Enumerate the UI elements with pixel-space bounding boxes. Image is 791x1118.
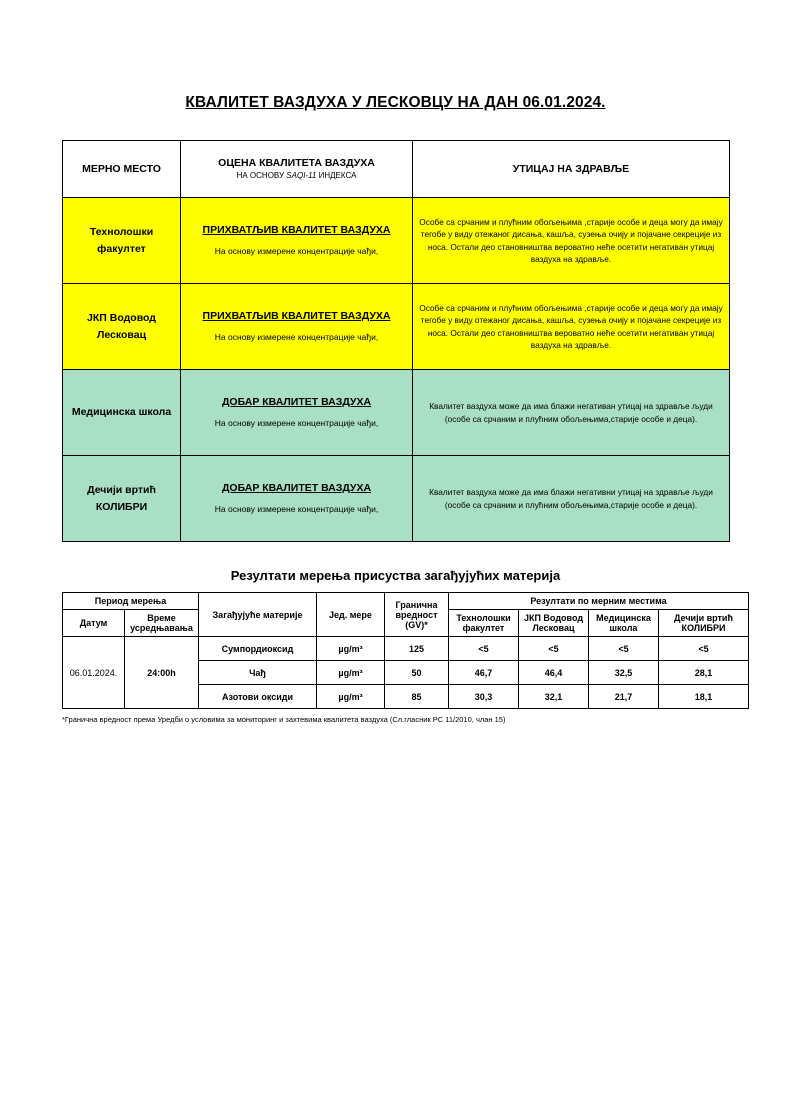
measurement-results-table — [62, 592, 749, 709]
value-place-3: 21,7 — [589, 685, 659, 709]
table-row — [63, 456, 730, 542]
rating-subtext: На основу измерене концентрације чађи, — [214, 332, 379, 342]
page-title: КВАЛИТЕТ ВАЗДУХА У ЛЕСКОВЦУ НА ДАН 06.01.2024. — [185, 94, 606, 111]
limit-value: 50 — [385, 661, 449, 685]
measurement-time: 24:00h — [125, 637, 199, 709]
header-limit-value: Гранична вредност (GV)* — [385, 593, 449, 637]
header-rating-line2-pre: НА ОСНОВУ — [236, 171, 287, 180]
header-rating-line2-post: ИНДЕКСА — [316, 171, 357, 180]
health-impact-text: Особе са срчаним и плућним обољењима ,старије особе и деца могу да имају тегобе у виду отежаног дисања, кашља, сузења очију и појачане секреције из носа. Остали део становништва вероватно неће осетити негативан утицај ваздуха на здравље. — [413, 198, 730, 284]
value-place-4: <5 — [659, 637, 749, 661]
limit-value: 125 — [385, 637, 449, 661]
health-impact-text: Квалитет ваздуха може да има блажи негативан утицај на здравље људи (особе са срчаним и плућним обољењима,старије особе и деца). — [413, 370, 730, 456]
rating-title: ДОБАР КВАЛИТЕТ ВАЗДУХА — [221, 396, 372, 409]
header-rating-index: SAQI-11 — [286, 171, 317, 180]
rating-title: ПРИХВАТЉИВ КВАЛИТЕТ ВАЗДУХА — [202, 224, 391, 237]
table-row — [63, 637, 749, 661]
header-unit: Јед. мере — [317, 593, 385, 637]
header-rating-line1: ОЦЕНА КВАЛИТЕТА ВАЗДУХА — [218, 157, 375, 169]
header-date: Датум — [63, 610, 125, 637]
place-name: ЈКП Водовод Лесковац — [63, 284, 181, 370]
rating-cell — [181, 198, 413, 284]
header-time: Време усредњавања — [125, 610, 199, 637]
footnote: *Гранична вредност према Уредби о условима за мониторинг и захтевима квалитета ваздуха (Сл.гласник РС 11/2010, члан 15) — [62, 715, 506, 724]
table-row — [63, 370, 730, 456]
place-name: Медицинска школа — [63, 370, 181, 456]
header-air-quality-rating — [181, 141, 413, 198]
value-place-3: 32,5 — [589, 661, 659, 685]
header-substance: Загађујуће материје — [199, 593, 317, 637]
header-measuring-place: МЕРНО МЕСТО — [63, 141, 181, 198]
document-page — [0, 94, 791, 1118]
limit-value: 85 — [385, 685, 449, 709]
substance-name: Чађ — [199, 661, 317, 685]
value-place-2: 32,1 — [519, 685, 589, 709]
value-place-4: 28,1 — [659, 661, 749, 685]
rating-cell — [181, 284, 413, 370]
air-quality-table — [62, 140, 730, 542]
header-place-3: Медицинска школа — [589, 610, 659, 637]
value-place-3: <5 — [589, 637, 659, 661]
substance-unit: µg/m³ — [317, 661, 385, 685]
value-place-4: 18,1 — [659, 685, 749, 709]
header-place-2: ЈКП Водовод Лесковац — [519, 610, 589, 637]
substance-unit: µg/m³ — [317, 637, 385, 661]
header-health-impact: УТИЦАЈ НА ЗДРАВЉЕ — [413, 141, 730, 198]
rating-title: ДОБАР КВАЛИТЕТ ВАЗДУХА — [221, 482, 372, 495]
table-header-row — [63, 141, 730, 198]
place-name: Технолошки факултет — [63, 198, 181, 284]
rating-cell — [181, 456, 413, 542]
results-header-group-row — [63, 593, 749, 610]
health-impact-text: Квалитет ваздуха може да има блажи негативни утицај на здравље људи (особе са срчаним и плућним обољењима,старије особе и деца). — [413, 456, 730, 542]
value-place-2: 46,4 — [519, 661, 589, 685]
health-impact-text: Особе са срчаним и плућним обољењима ,старије особе и деца могу да имају тегобе у виду отежаног дисања, кашља, сузења очију и појачане секреције из носа. Остали део становништва вероватно неће осетити негативан утицај ваздуха на здравље. — [413, 284, 730, 370]
value-place-1: <5 — [449, 637, 519, 661]
rating-title: ПРИХВАТЉИВ КВАЛИТЕТ ВАЗДУХА — [202, 310, 391, 323]
place-name: Дечији вртић КОЛИБРИ — [63, 456, 181, 542]
value-place-1: 30,3 — [449, 685, 519, 709]
table-row — [63, 198, 730, 284]
table-row — [63, 284, 730, 370]
rating-subtext: На основу измерене концентрације чађи, — [214, 246, 379, 256]
header-place-1: Технолошки факултет — [449, 610, 519, 637]
measurement-date: 06.01.2024. — [63, 637, 125, 709]
header-results-by-place: Резултати по мерним местима — [449, 593, 749, 610]
value-place-1: 46,7 — [449, 661, 519, 685]
value-place-2: <5 — [519, 637, 589, 661]
rating-subtext: На основу измерене концентрације чађи, — [214, 418, 379, 428]
substance-name: Сумпордиоксид — [199, 637, 317, 661]
rating-subtext: На основу измерене концентрације чађи, — [214, 504, 379, 514]
section-title: Резултати мерења присуства загађујућих материја — [230, 568, 561, 583]
header-period: Период мерења — [63, 593, 199, 610]
substance-name: Азотови оксиди — [199, 685, 317, 709]
header-place-4: Дечији вртић КОЛИБРИ — [659, 610, 749, 637]
rating-cell — [181, 370, 413, 456]
substance-unit: µg/m³ — [317, 685, 385, 709]
